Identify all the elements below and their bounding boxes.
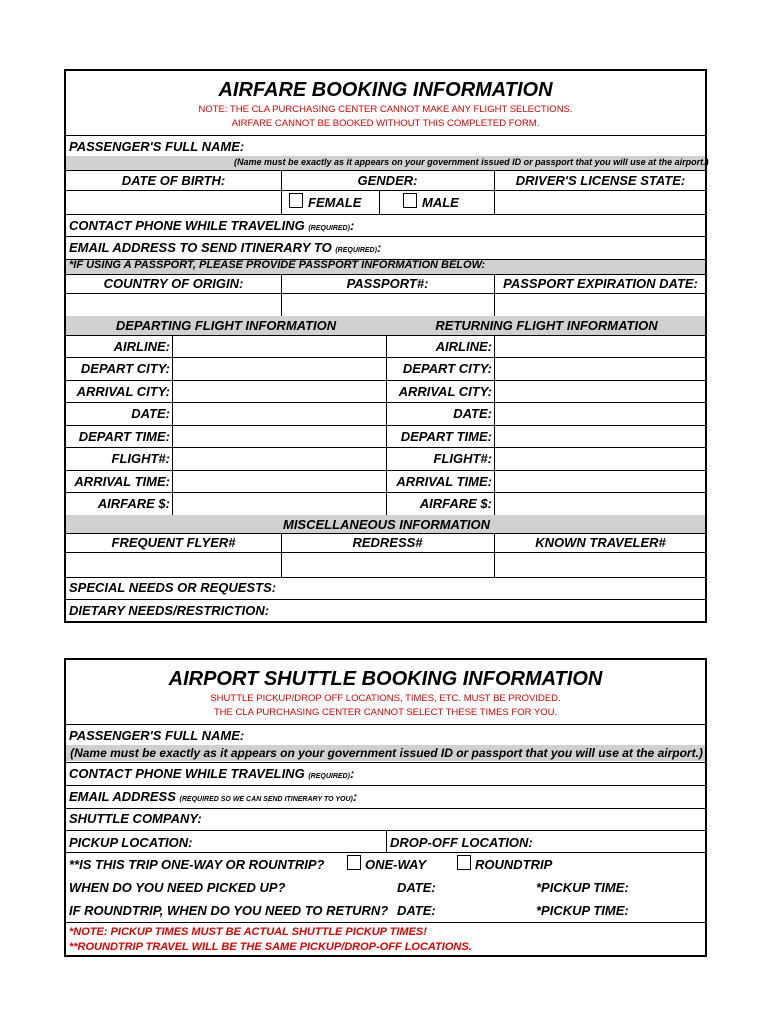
roundtrip-label: ROUNDTRIP: [475, 857, 553, 872]
email-itinerary-label: EMAIL ADDRESS TO SEND ITINERARY TO (REQUIRED):: [69, 240, 382, 255]
departing-arrival-city-label: ARRIVAL CITY:: [76, 384, 170, 399]
return-label: IF ROUNDTRIP, WHEN DO YOU NEED TO RETURN?: [69, 903, 389, 918]
redress-label: REDRESS#: [352, 535, 423, 550]
departing-arrival-time-label: ARRIVAL TIME:: [74, 474, 170, 489]
passport-note: *IF USING A PASSPORT, PLEASE PROVIDE PASSPORT INFORMATION BELOW:: [69, 259, 486, 271]
dropoff-location-label: DROP-OFF LOCATION:: [390, 835, 533, 850]
departing-flight-number-label: FLIGHT#:: [111, 451, 170, 466]
shuttle-footnote-1: *NOTE: PICKUP TIMES MUST BE ACTUAL SHUTTLE PICKUP TIMES!: [69, 926, 427, 938]
pickup-date-label: DATE:: [397, 880, 436, 895]
special-needs-label: SPECIAL NEEDS OR REQUESTS:: [69, 580, 277, 595]
female-checkbox[interactable]: [289, 193, 303, 208]
returning-flight-header: RETURNING FLIGHT INFORMATION: [435, 318, 658, 333]
date-of-birth-label: DATE OF BIRTH:: [121, 173, 226, 188]
returning-date-label: DATE:: [453, 406, 492, 421]
returning-depart-city-label: DEPART CITY:: [402, 361, 492, 376]
departing-airline-label: AIRLINE:: [113, 339, 170, 354]
returning-arrival-time-label: ARRIVAL TIME:: [396, 474, 492, 489]
return-pickup-time-label: *PICKUP TIME:: [536, 903, 629, 918]
roundtrip-checkbox[interactable]: [457, 855, 471, 870]
frequent-flyer-label: FREQUENT FLYER#: [111, 535, 236, 550]
departing-flight-header: DEPARTING FLIGHT INFORMATION: [115, 318, 337, 333]
airfare-note-1: NOTE: THE CLA PURCHASING CENTER CANNOT MAKE ANY FLIGHT SELECTIONS.: [198, 104, 573, 115]
dietary-needs-label: DIETARY NEEDS/RESTRICTION:: [69, 603, 270, 618]
trip-type-label: **IS THIS TRIP ONE-WAY OR ROUNTRIP?: [69, 857, 325, 872]
returning-airline-label: AIRLINE:: [435, 339, 492, 354]
shuttle-name-hint: (Name must be exactly as it appears on your government issued ID or passport that you will use at the airport.): [70, 746, 703, 760]
male-checkbox[interactable]: [403, 193, 417, 208]
drivers-license-state-label: DRIVER'S LICENSE STATE:: [515, 173, 686, 188]
passenger-name-label: PASSENGER'S FULL NAME:: [69, 139, 245, 154]
shuttle-note-1: SHUTTLE PICKUP/DROP OFF LOCATIONS, TIMES, ETC. MUST BE PROVIDED.: [210, 693, 561, 704]
gender-label: GENDER:: [357, 173, 418, 188]
airfare-note-2: AIRFARE CANNOT BE BOOKED WITHOUT THIS COMPLETED FORM.: [231, 118, 540, 129]
pickup-location-label: PICKUP LOCATION:: [69, 835, 193, 850]
shuttle-footnote-2: **ROUNDTRIP TRAVEL WILL BE THE SAME PICKUP/DROP-OFF LOCATIONS.: [69, 941, 472, 953]
passenger-name-hint: (Name must be exactly as it appears on your government issued ID or passport that you will use at the airport.): [234, 157, 709, 167]
passport-expiration-label: PASSPORT EXPIRATION DATE:: [503, 276, 698, 291]
shuttle-passenger-name-label: PASSENGER'S FULL NAME:: [69, 728, 245, 743]
country-of-origin-label: COUNTRY OF ORIGIN:: [103, 276, 244, 291]
passport-number-label: PASSPORT#:: [346, 276, 429, 291]
pickup-time-label: *PICKUP TIME:: [536, 880, 629, 895]
airfare-title: AIRFARE BOOKING INFORMATION: [218, 79, 553, 101]
shuttle-note-2: THE CLA PURCHASING CENTER CANNOT SELECT THESE TIMES FOR YOU.: [213, 707, 558, 718]
departing-airfare-label: AIRFARE $:: [97, 496, 170, 511]
returning-flight-number-label: FLIGHT#:: [433, 451, 492, 466]
picked-up-label: WHEN DO YOU NEED PICKED UP?: [69, 880, 286, 895]
one-way-checkbox[interactable]: [347, 855, 361, 870]
departing-depart-city-label: DEPART CITY:: [80, 361, 170, 376]
returning-airfare-label: AIRFARE $:: [419, 496, 492, 511]
shuttle-company-label: SHUTTLE COMPANY:: [69, 811, 202, 826]
returning-depart-time-label: DEPART TIME:: [400, 429, 492, 444]
return-date-label: DATE:: [397, 903, 436, 918]
shuttle-contact-phone-label: CONTACT PHONE WHILE TRAVELING (REQUIRED):: [69, 766, 355, 781]
shuttle-booking-form: [64, 658, 707, 957]
shuttle-title: AIRPORT SHUTTLE BOOKING INFORMATION: [168, 668, 603, 690]
departing-date-label: DATE:: [131, 406, 170, 421]
departing-depart-time-label: DEPART TIME:: [78, 429, 170, 444]
misc-info-header: MISCELLANEOUS INFORMATION: [282, 517, 491, 532]
shuttle-email-label: EMAIL ADDRESS (REQUIRED SO WE CAN SEND ITINERARY TO YOU):: [69, 789, 358, 804]
contact-phone-label: CONTACT PHONE WHILE TRAVELING (REQUIRED):: [69, 218, 355, 233]
known-traveler-label: KNOWN TRAVELER#: [535, 535, 666, 550]
airfare-booking-form: [64, 69, 707, 623]
returning-arrival-city-label: ARRIVAL CITY:: [398, 384, 492, 399]
one-way-label: ONE-WAY: [365, 857, 427, 872]
male-label: MALE: [422, 195, 459, 210]
female-label: FEMALE: [308, 195, 362, 210]
